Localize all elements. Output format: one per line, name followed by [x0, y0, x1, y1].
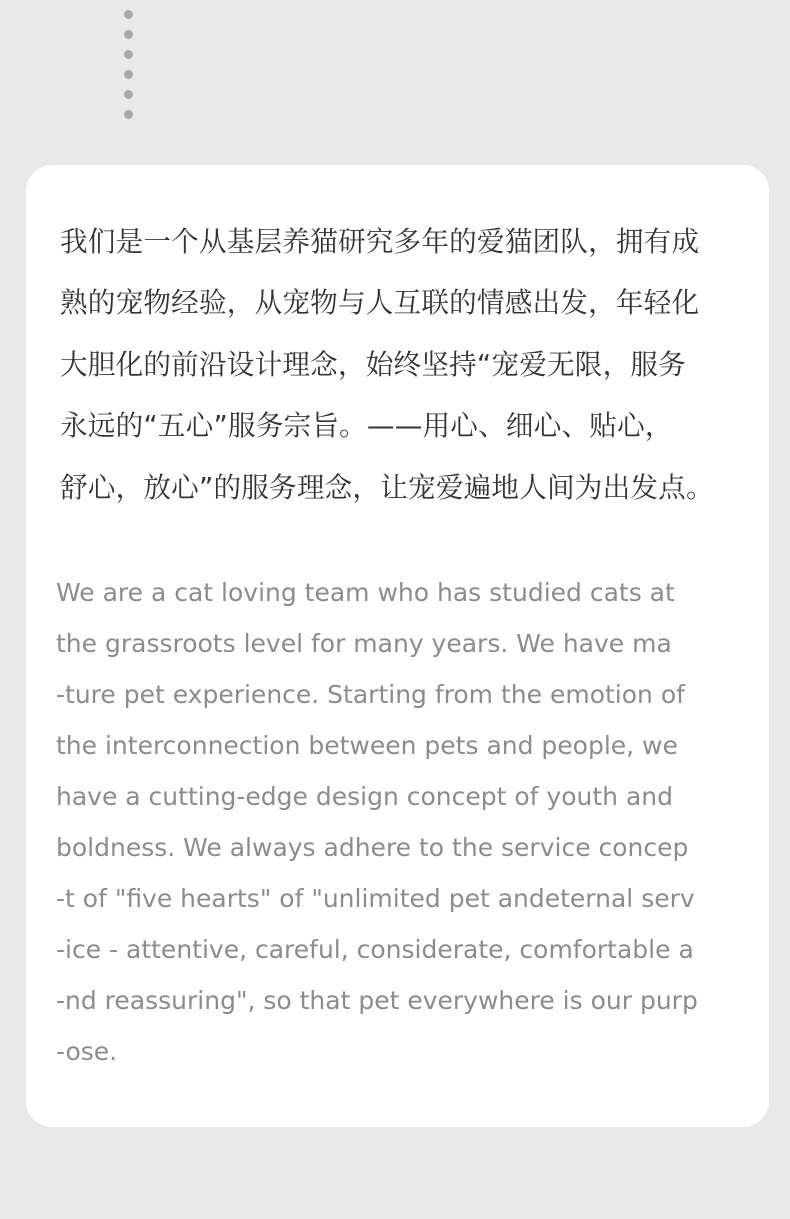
divider-dot [124, 10, 133, 19]
english-line: -ice - attentive, careful, considerate, comfortable a [56, 935, 694, 964]
divider-dot [124, 110, 133, 119]
chinese-description [60, 211, 760, 518]
chinese-line: 舒心，放心”的服务理念，让宠爱遍地人间为出发点。 [60, 470, 714, 504]
english-line: -t of "five hearts" of "unlimited pet andeternal serv [56, 884, 695, 913]
english-description [56, 567, 761, 1077]
chinese-line: 我们是一个从基层养猫研究多年的爱猫团队，拥有成 [60, 225, 700, 258]
english-line: have a cutting-edge design concept of youth and [56, 782, 673, 811]
chinese-line: 熟的宠物经验，从宠物与人互联的情感出发，年轻化 [60, 286, 700, 320]
english-line: -ture pet experience. Starting from the emotion of [56, 680, 685, 709]
divider-dot [124, 90, 133, 99]
divider-dot [124, 70, 133, 79]
english-line: boldness. We always adhere to the service concep [56, 833, 689, 862]
english-line: the interconnection between pets and people, we [56, 731, 678, 760]
dotted-divider [122, 10, 134, 119]
english-line: We are a cat loving team who has studied cats at [56, 578, 675, 607]
chinese-line: 永远的“五心”服务宗旨。——用心、细心、贴心， [60, 409, 673, 443]
english-line: -ose. [56, 1037, 118, 1066]
divider-dot [124, 30, 133, 39]
chinese-line: 大胆化的前沿设计理念，始终坚持“宠爱无限，服务 [60, 347, 686, 381]
intro-card [26, 165, 769, 1127]
english-line: the grassroots level for many years. We have ma [56, 629, 672, 658]
english-line: -nd reassuring", so that pet everywhere is our purp [56, 986, 698, 1015]
divider-dot [124, 50, 133, 59]
